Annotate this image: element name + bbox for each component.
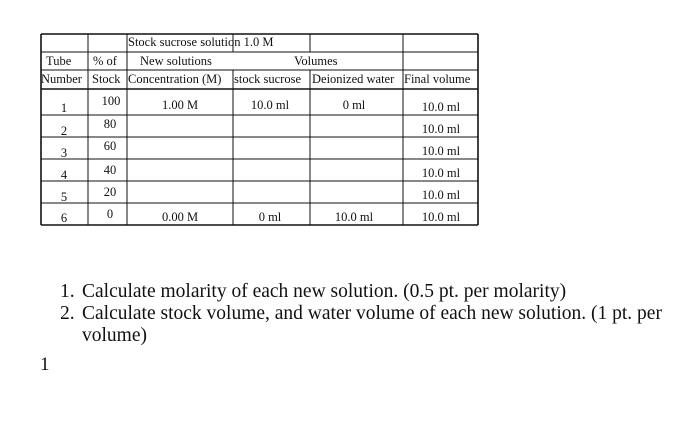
page-number: 1 xyxy=(40,354,50,375)
row-2-tube: 2 xyxy=(60,124,68,138)
percent-of-header: % of xyxy=(93,54,117,68)
deionized-water-header: Deionized water xyxy=(312,72,395,86)
row-4-tube: 4 xyxy=(60,168,68,182)
row-5-tube: 5 xyxy=(60,190,68,204)
stock-header: Stock xyxy=(92,72,121,86)
stock-solution-header: Stock sucrose solution 1.0 M xyxy=(128,35,274,49)
question-1-number: 1. xyxy=(60,281,75,302)
question-2 xyxy=(60,303,680,347)
row-1-tube: 1 xyxy=(60,101,68,115)
question-list xyxy=(60,281,680,347)
row-1-stock: 10.0 ml xyxy=(250,98,290,112)
row-6-water: 10.0 ml xyxy=(334,210,374,224)
row-1-final: 10.0 ml xyxy=(421,100,461,114)
row-6-tube: 6 xyxy=(60,211,68,225)
number-header: Number xyxy=(41,72,82,86)
sucrose-dilution-table xyxy=(40,33,478,226)
row-1-percent: 100 xyxy=(101,94,121,108)
row-5-final: 10.0 ml xyxy=(421,188,461,202)
row-6-stock: 0 ml xyxy=(258,210,282,224)
tube-header: Tube xyxy=(46,54,72,68)
row-3-tube: 3 xyxy=(60,146,68,160)
row-3-percent: 60 xyxy=(103,139,117,153)
question-1-text: Calculate molarity of each new solution. (0.5 pt. per molarity) xyxy=(82,281,567,302)
new-solutions-header: New solutions xyxy=(140,54,212,68)
row-2-final: 10.0 ml xyxy=(421,122,461,136)
row-6-percent: 0 xyxy=(106,207,114,221)
row-1-concentration: 1.00 M xyxy=(161,98,199,112)
stock-sucrose-header: stock sucrose xyxy=(234,72,301,86)
row-1-water: 0 ml xyxy=(342,98,366,112)
question-2-text: Calculate stock volume, and water volume of each new solution. (1 pt. per volume) xyxy=(82,303,662,346)
question-1 xyxy=(60,281,680,303)
row-4-final: 10.0 ml xyxy=(421,166,461,180)
final-volume-header: Final volume xyxy=(404,72,471,86)
row-2-percent: 80 xyxy=(103,117,117,131)
row-6-final: 10.0 ml xyxy=(421,210,461,224)
volumes-header: Volumes xyxy=(294,54,338,68)
concentration-header: Concentration (M) xyxy=(128,72,222,86)
question-2-number: 2. xyxy=(60,303,75,324)
row-5-percent: 20 xyxy=(103,185,117,199)
row-6-concentration: 0.00 M xyxy=(161,210,199,224)
row-3-final: 10.0 ml xyxy=(421,144,461,158)
row-4-percent: 40 xyxy=(103,163,117,177)
